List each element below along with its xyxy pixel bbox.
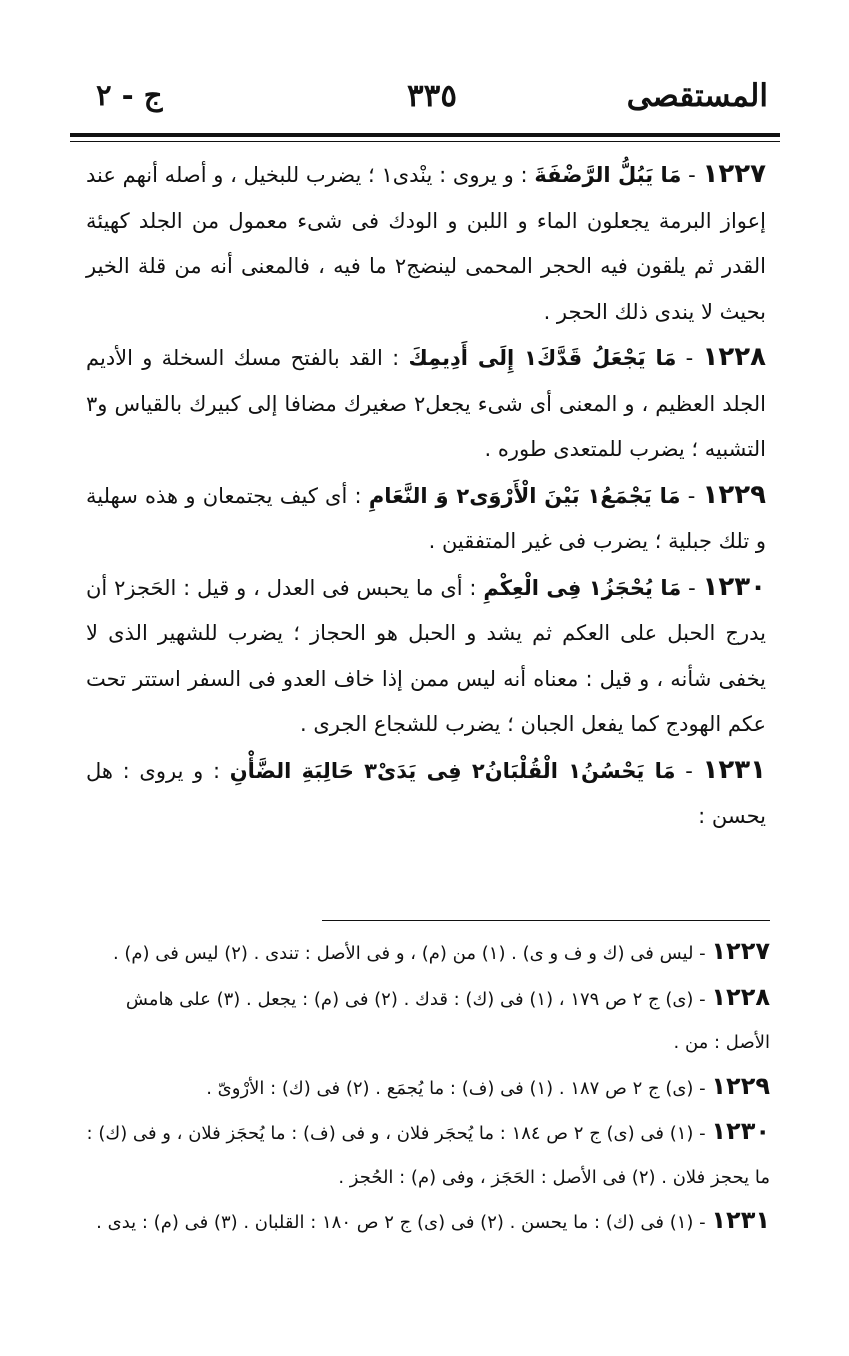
proverb-entry: ١٢٢٧ - مَا يَبُلُّ الرَّضْفَةَ : و يروى : ينْدى١ ؛ يضرب للبخيل ، و أصله أنهم عند إعواز البرمة يجعلون الماء و اللبن و الودك فى شىء معمول من الجلد كهيئة القدر ثم يلقون فيه الحجر المحمى لينضج٢ ما فيه ، فالمعنى أنه من قلة الخير بحيث لا يندى ذلك الحجر . <box>86 159 767 324</box>
footnote-text: (١) فى (ى) ج ٢ ص ١٨٤ : ما يُحجَر فلان ، و فى (ف) : ما يُحجَز فلان ، و فى (ك) : ما يحجز فلان . (٢) فى الأصل : الحَجَز ، وفى (م) : الحُجز . <box>86 1123 770 1188</box>
proverb-entry: ١٢٣٠ - مَا يُحْجَزُ١ فِى الْعِكْمِ : أى ما يحبس فى العدل ، و قيل : الحَجز٢ أن يدرج الحبل على العكم ثم يشد و الحبل هو الحجاز ؛ يضرب للشهير الذى لا يخفى شأنه ، و قيل : معناه أنه ليس ممن إذا خاف العدو فى السفر استتر تحت عكم الهودج كما يفعل الجبان ؛ يضرب للشجاع الجرى . <box>86 571 766 736</box>
entry-number: ١٢٣١ <box>702 754 766 785</box>
footnote-number: ١٢٢٧ <box>711 937 770 965</box>
header-rule-thick <box>70 133 780 137</box>
entry-number: ١٢٢٧ <box>702 159 766 189</box>
entry-explanation: : أى كيف يجتمعان و هذه سهلية و تلك جبلية ؛ يضرب فى غير المتفقين . <box>86 483 766 553</box>
volume-label: ج - ٢ <box>96 78 163 112</box>
proverb-text: مَا يَجْعَلُ قَدَّكَ١ إِلَى أَدِيمِكَ <box>408 346 677 370</box>
footnote: ١٢٣٠ - (١) فى (ى) ج ٢ ص ١٨٤ : ما يُحجَر فلان ، و فى (ف) : ما يُحجَز فلان ، و فى (ك) : ما يحجز فلان . (٢) فى الأصل : الحَجَز ، وفى (م) : الحُجز . <box>86 1117 770 1188</box>
footnote: ١٢٢٩ - (ى) ج ٢ ص ١٨٧ . (١) فى (ف) : ما يُجمَع . (٢) فى (ك) : الأرْوىّ . <box>206 1071 770 1100</box>
footnotes <box>80 930 770 1245</box>
proverb-entry: ١٢٢٩ - مَا يَجْمَعُ١ بَيْنَ الْأَرْوَى٢ وَ النَّعَامِ : أى كيف يجتمعان و هذه سهلية و تلك جبلية ؛ يضرب فى غير المتفقين . <box>86 479 766 553</box>
footnote-number: ١٢٣١ <box>711 1206 770 1234</box>
entry-explanation: : أى ما يحبس فى العدل ، و قيل : الحَجز٢ أن يدرج الحبل على العكم ثم يشد و الحبل هو الحجاز ؛ يضرب للشهير الذى لا يخفى شأنه ، و قيل : معناه أنه ليس ممن إذا خاف العدو فى السفر استتر تحت عكم الهودج كما يفعل الجبان ؛ يضرب للشجاع الجرى . <box>86 575 766 736</box>
entry-explanation: : القد بالفتح مسك السخلة و الأديم الجلد العظيم ، و المعنى أى شىء يجعل٢ صغيرك مضافا إلى كبيرك بالقياس و٣ التشبيه ؛ يضرب للمتعدى طوره . <box>86 346 766 461</box>
proverb-text: مَا يَجْمَعُ١ بَيْنَ الْأَرْوَى٢ وَ النَّعَامِ <box>368 483 681 508</box>
entry-number: ١٢٢٨ <box>702 342 766 372</box>
running-title: المستقصى <box>626 78 768 114</box>
entry-number: ١٢٣٠ <box>702 571 766 602</box>
footnote: ١٢٢٨ - (ى) ج ٢ ص ١٧٩ ، (١) فى (ك) : قدك . (٢) فى (م) : يجعل . (٣) على هامش الأصل : من . <box>125 982 770 1053</box>
proverb-text: مَا يَبُلُّ الرَّضْفَةَ <box>534 163 682 187</box>
footnote-number: ١٢٢٨ <box>711 982 770 1011</box>
entry-explanation: : و يروى : هل يحسن : <box>86 758 766 828</box>
footnote-number: ١٢٣٠ <box>711 1117 770 1145</box>
footnote-rule <box>322 920 770 921</box>
page-header <box>96 78 768 128</box>
footnote: ١٢٣١ - (١) فى (ك) : ما يحسن . (٢) فى (ى) ج ٢ ص ١٨٠ : القلبان . (٣) فى (م) : يدى . <box>96 1206 770 1234</box>
footnote-text: ليس فى (ك و ف و ى) . (١) من (م) ، و فى الأصل : تندى . (٢) ليس فى (م) . <box>112 943 694 964</box>
proverb-text: مَا يَحْسُنُ١ الْقُلْبَانُ٢ فِى يَدَىْ٣ حَالِبَةِ الضَّأْنِ <box>229 758 676 783</box>
entry-number: ١٢٢٩ <box>702 479 766 510</box>
proverb-entry: ١٢٣١ - مَا يَحْسُنُ١ الْقُلْبَانُ٢ فِى يَدَىْ٣ حَالِبَةِ الضَّأْنِ : و يروى : هل يحسن : <box>86 754 766 828</box>
footnote: ١٢٢٧ - ليس فى (ك و ف و ى) . (١) من (م) ، و فى الأصل : تندى . (٢) ليس فى (م) . <box>112 937 770 965</box>
footnote-text: (ى) ج ٢ ص ١٧٩ ، (١) فى (ك) : قدك . (٢) فى (م) : يجعل . (٣) على هامش الأصل : من . <box>125 988 770 1053</box>
page-number: ٣٣٥ <box>407 78 457 114</box>
main-text <box>86 152 766 840</box>
footnote-text: (ى) ج ٢ ص ١٨٧ . (١) فى (ف) : ما يُجمَع . (٢) فى (ك) : الأرْوىّ . <box>206 1077 694 1099</box>
proverb-text: مَا يُحْجَزُ١ فِى الْعِكْمِ <box>483 575 682 600</box>
header-rule-thin <box>70 141 780 142</box>
proverb-entry: ١٢٢٨ - مَا يَجْعَلُ قَدَّكَ١ إِلَى أَدِيمِكَ : القد بالفتح مسك السخلة و الأديم الجلد العظيم ، و المعنى أى شىء يجعل٢ صغيرك مضافا إلى كبيرك بالقياس و٣ التشبيه ؛ يضرب للمتعدى طوره . <box>86 342 766 461</box>
entry-explanation: : و يروى : ينْدى١ ؛ يضرب للبخيل ، و أصله أنهم عند إعواز البرمة يجعلون الماء و اللبن و الودك فى شىء معمول من الجلد كهيئة القدر ثم يلقون فيه الحجر المحمى لينضج٢ ما فيه ، فالمعنى أنه من قلة الخير بحيث لا يندى ذلك الحجر . <box>86 163 767 324</box>
footnote-number: ١٢٢٩ <box>711 1071 770 1100</box>
footnote-text: (١) فى (ك) : ما يحسن . (٢) فى (ى) ج ٢ ص ١٨٠ : القلبان . (٣) فى (م) : يدى . <box>96 1212 694 1233</box>
